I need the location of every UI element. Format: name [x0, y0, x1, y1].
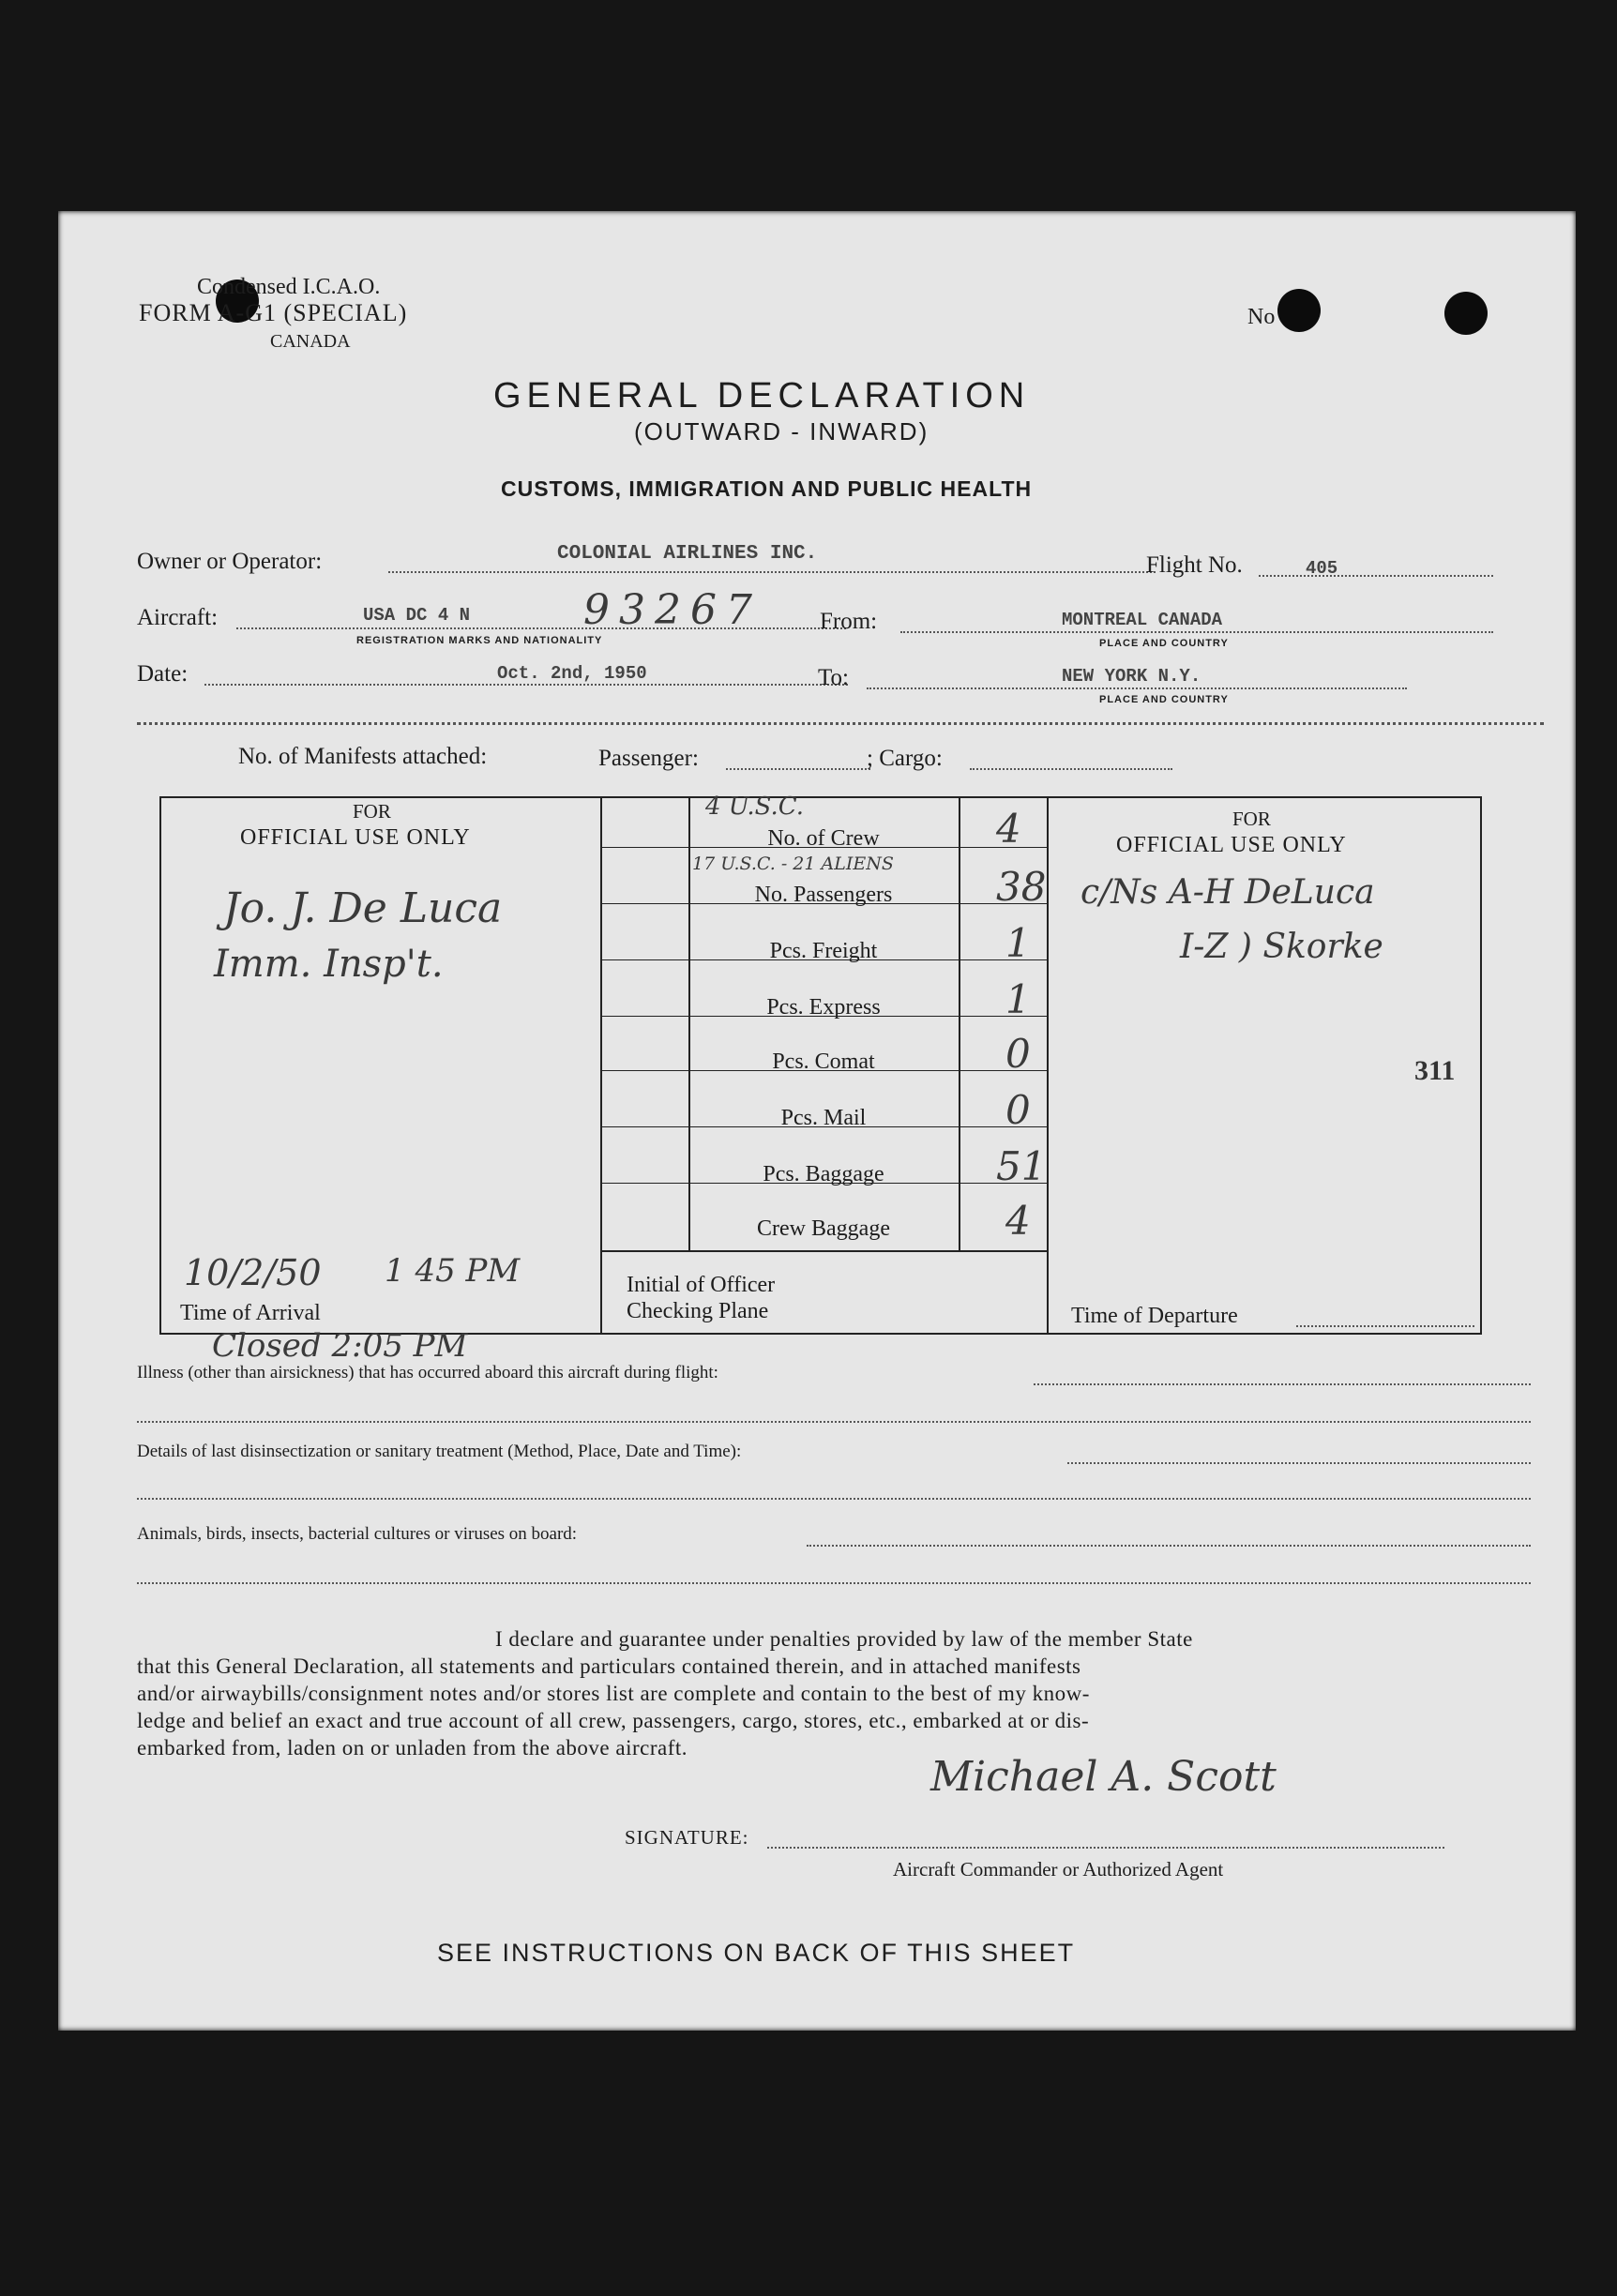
form-header-line2: FORM A-G1 (SPECIAL) — [139, 299, 408, 326]
signature-label: SIGNATURE: — [625, 1826, 749, 1849]
flight-label: Flight No. — [1146, 552, 1243, 578]
departure-dotted-line — [1296, 1325, 1474, 1327]
to-caption: PLACE AND COUNTRY — [1099, 694, 1229, 705]
flight-dotted-line — [1259, 575, 1493, 577]
signature-caption: Aircraft Commander or Authorized Agent — [893, 1858, 1224, 1881]
aircraft-handwritten: 93267 — [583, 586, 762, 634]
right-note-1: c/Ns A-H DeLuca — [1081, 873, 1375, 912]
initial-officer-label-2: Checking Plane — [627, 1299, 769, 1323]
from-label: From: — [820, 609, 878, 634]
comat-value: 0 — [1005, 1031, 1031, 1077]
freight-label: Pcs. Freight — [769, 939, 878, 963]
form-header-line3: CANADA — [270, 331, 351, 352]
animals-dotted-line — [807, 1545, 1531, 1547]
footer-instructions: SEE INSTRUCTIONS ON BACK OF THIS SHEET — [437, 1939, 1076, 1967]
flight-value: 405 — [1306, 558, 1338, 579]
freight-value: 1 — [1005, 920, 1031, 966]
mail-label: Pcs. Mail — [780, 1106, 867, 1130]
to-dotted-line — [867, 687, 1407, 689]
passenger-count-label: No. Passengers — [754, 883, 893, 907]
animals-label: Animals, birds, insects, bacterial cultures or viruses on board: — [137, 1524, 578, 1544]
table-divider-1 — [600, 796, 602, 1335]
right-number: 311 — [1414, 1055, 1456, 1086]
closed-note: Closed 2:05 PM — [212, 1327, 468, 1365]
form-number-label: No — [1247, 305, 1276, 329]
time-of-departure-label: Time of Departure — [1071, 1304, 1238, 1328]
initial-divider — [600, 1250, 1047, 1252]
declaration-line-2: that this General Declaration, all statements and particulars contained therein, and in attached manifests — [137, 1654, 1081, 1678]
express-value: 1 — [1005, 976, 1031, 1022]
left-for-label: FOR — [353, 800, 391, 823]
date-label: Date: — [137, 661, 189, 687]
date-value: Oct. 2nd, 1950 — [497, 663, 647, 684]
mail-value: 0 — [1005, 1087, 1031, 1133]
disinsect-dotted-line-2 — [137, 1498, 1531, 1500]
table-right-border — [1480, 796, 1482, 1335]
aircraft-label: Aircraft: — [137, 605, 219, 630]
right-official-use-label: OFFICIAL USE ONLY — [1116, 833, 1347, 857]
commander-signature: Michael A. Scott — [930, 1753, 1277, 1801]
to-value: NEW YORK N.Y. — [1062, 666, 1201, 687]
owner-dotted-line — [388, 571, 1156, 573]
table-divider-4 — [1047, 796, 1049, 1335]
right-for-label: FOR — [1232, 808, 1271, 830]
passenger-manifest-line — [726, 768, 870, 770]
signature-dotted-line — [767, 1847, 1444, 1849]
crew-baggage-label: Crew Baggage — [757, 1216, 890, 1241]
punch-hole — [1277, 289, 1321, 332]
declaration-line-3: and/or airwaybills/consignment notes and/or stores list are complete and contain to the best of my know- — [137, 1682, 1090, 1705]
to-label: To: — [818, 665, 849, 690]
express-label: Pcs. Express — [766, 995, 881, 1020]
crew-count-label: No. of Crew — [767, 826, 880, 851]
cargo-manifest-line — [970, 768, 1172, 770]
disinsect-label: Details of last disinsectization or sanitary treatment (Method, Place, Date and Time): — [137, 1442, 742, 1461]
form-header-line1: Condensed I.C.A.O. — [197, 275, 381, 299]
arrival-date: 10/2/50 — [184, 1252, 322, 1293]
passenger-note: 17 U.S.C. - 21 ALIENS — [692, 853, 894, 874]
punch-hole — [1444, 292, 1488, 335]
arrival-time: 1 45 PM — [385, 1252, 521, 1290]
declaration-line-4: ledge and belief an exact and true account of all crew, passengers, cargo, stores, etc., embarked at or dis- — [137, 1709, 1090, 1732]
aircraft-caption: REGISTRATION MARKS AND NATIONALITY — [356, 635, 603, 646]
crew-note: 4 U.S.C. — [705, 793, 804, 821]
manifests-label: No. of Manifests attached: — [238, 744, 488, 769]
passenger-count-value: 38 — [996, 864, 1047, 910]
blank-dotted-line — [137, 722, 1544, 725]
illness-dotted-line-2 — [137, 1421, 1531, 1423]
passenger-manifest-label: Passenger: — [598, 746, 699, 771]
crew-baggage-value: 4 — [1005, 1198, 1031, 1244]
cargo-manifest-label: ; Cargo: — [867, 746, 943, 771]
crew-count-value: 4 — [996, 806, 1021, 852]
right-note-2: I-Z ) Skorke — [1180, 928, 1383, 966]
officer-signature-2: Imm. Insp't. — [214, 943, 444, 986]
baggage-value: 51 — [996, 1143, 1047, 1189]
time-of-arrival-label: Time of Arrival — [180, 1301, 321, 1325]
owner-value: COLONIAL AIRLINES INC. — [557, 543, 818, 565]
department-line: CUSTOMS, IMMIGRATION AND PUBLIC HEALTH — [501, 476, 1033, 501]
left-official-use-label: OFFICIAL USE ONLY — [240, 825, 471, 850]
disinsect-dotted-line — [1067, 1462, 1531, 1464]
from-dotted-line — [900, 631, 1493, 633]
comat-label: Pcs. Comat — [772, 1050, 875, 1074]
from-caption: PLACE AND COUNTRY — [1099, 638, 1229, 649]
illness-label: Illness (other than airsickness) that has occurred aboard this aircraft during flight: — [137, 1363, 718, 1382]
date-dotted-line — [204, 684, 848, 686]
aircraft-typed: USA DC 4 N — [363, 605, 471, 626]
form-subtitle: (OUTWARD - INWARD) — [634, 417, 929, 446]
illness-dotted-line — [1034, 1383, 1531, 1385]
initial-officer-label-1: Initial of Officer — [627, 1273, 776, 1297]
officer-signature-1: Jo. J. De Luca — [223, 884, 503, 932]
table-left-border — [159, 796, 161, 1335]
form-title: GENERAL DECLARATION — [493, 376, 1031, 415]
owner-label: Owner or Operator: — [137, 549, 323, 574]
declaration-line-1: I declare and guarantee under penalties provided by law of the member State — [495, 1627, 1193, 1651]
baggage-label: Pcs. Baggage — [763, 1162, 884, 1186]
declaration-line-5: embarked from, laden on or unladen from the above aircraft. — [137, 1736, 688, 1760]
from-value: MONTREAL CANADA — [1062, 610, 1223, 630]
declaration-form — [58, 211, 1576, 2031]
table-top-border — [159, 796, 1482, 798]
animals-dotted-line-2 — [137, 1582, 1531, 1584]
